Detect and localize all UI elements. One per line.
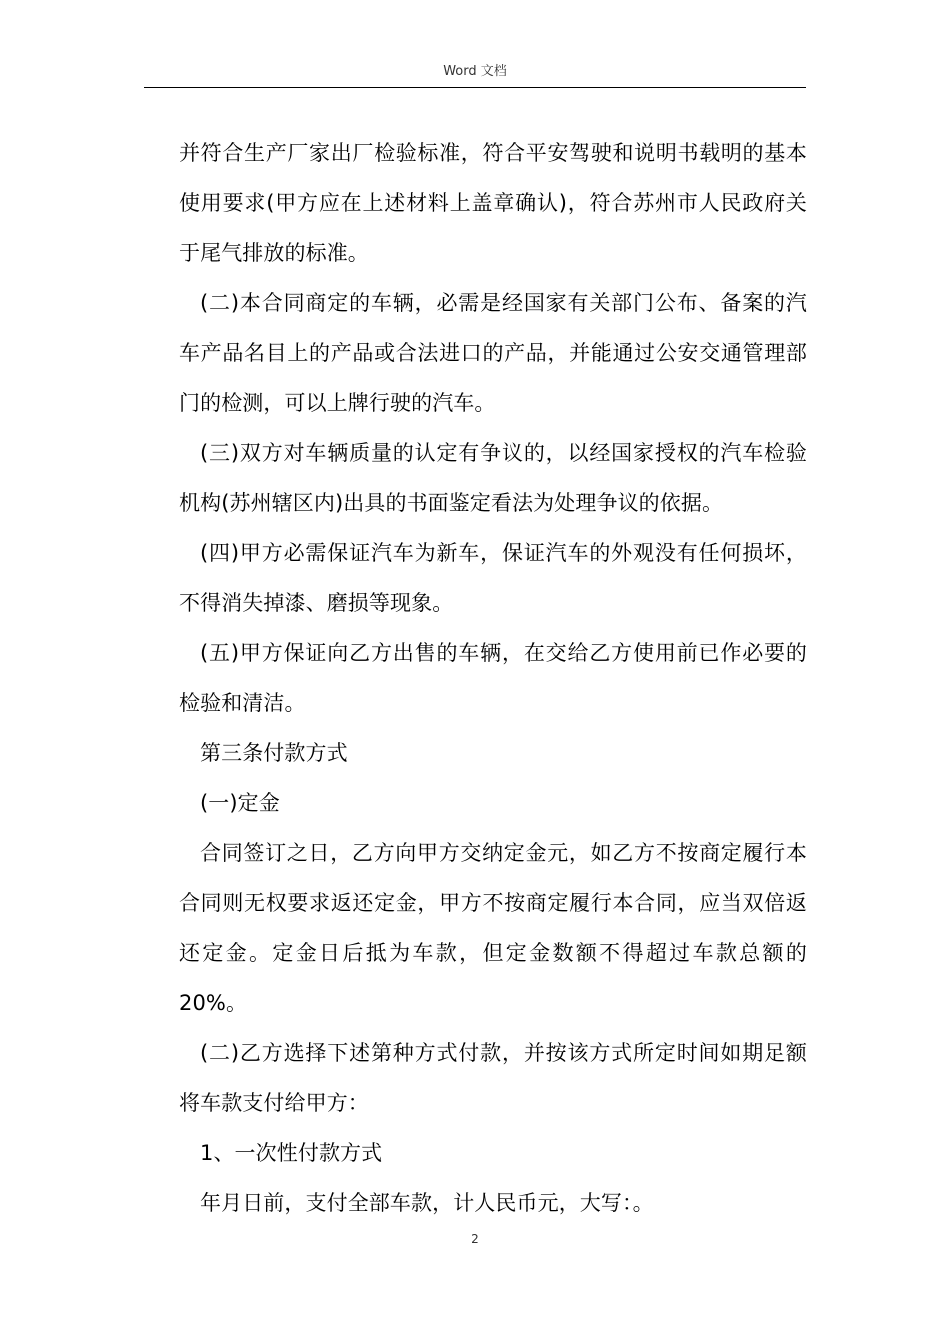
- page-number: 2: [471, 1232, 479, 1246]
- paragraph-lump-sum-terms: 年月日前，支付全部车款，计人民币元，大写：。: [200, 1191, 654, 1215]
- paragraph-clause-2: (二)本合同商定的车辆，必需是经国家有关部门公布、备案的汽车产品名目上的产品或合法进口的产品，并能通过公安交通管理部门的检测，可以上牌行驶的汽车。: [179, 291, 807, 415]
- section-heading-payment: 第三条付款方式: [200, 741, 348, 765]
- document-body: [179, 128, 807, 1228]
- paragraph-payment-method: (二)乙方选择下述第种方式付款，并按该方式所定时间如期足额将车款支付给甲方：: [179, 1041, 807, 1115]
- page-header: Word 文档: [443, 64, 507, 79]
- paragraph-clause-3: (三)双方对车辆质量的认定有争议的，以经国家授权的汽车检验机构(苏州辖区内)出具的书面鉴定看法为处理争议的依据。: [179, 441, 807, 515]
- header-divider: [144, 87, 806, 88]
- paragraph-quality-standards: 并符合生产厂家出厂检验标准，符合平安驾驶和说明书载明的基本使用要求(甲方应在上述材料上盖章确认)，符合苏州市人民政府关于尾气排放的标准。: [179, 141, 807, 265]
- paragraph-clause-4: (四)甲方必需保证汽车为新车，保证汽车的外观没有任何损坏，不得消失掉漆、磨损等现象。: [179, 541, 807, 615]
- subsection-heading-deposit: (一)定金: [200, 791, 280, 815]
- list-item-lump-sum: 1、一次性付款方式: [200, 1141, 383, 1165]
- paragraph-clause-5: (五)甲方保证向乙方出售的车辆，在交给乙方使用前已作必要的检验和清洁。: [179, 641, 807, 715]
- paragraph-deposit-terms: 合同签订之日，乙方向甲方交纳定金元，如乙方不按商定履行本合同则无权要求返还定金，甲方不按商定履行本合同，应当双倍返还定金。定金日后抵为车款，但定金数额不得超过车款总额的 20%。: [179, 841, 807, 1015]
